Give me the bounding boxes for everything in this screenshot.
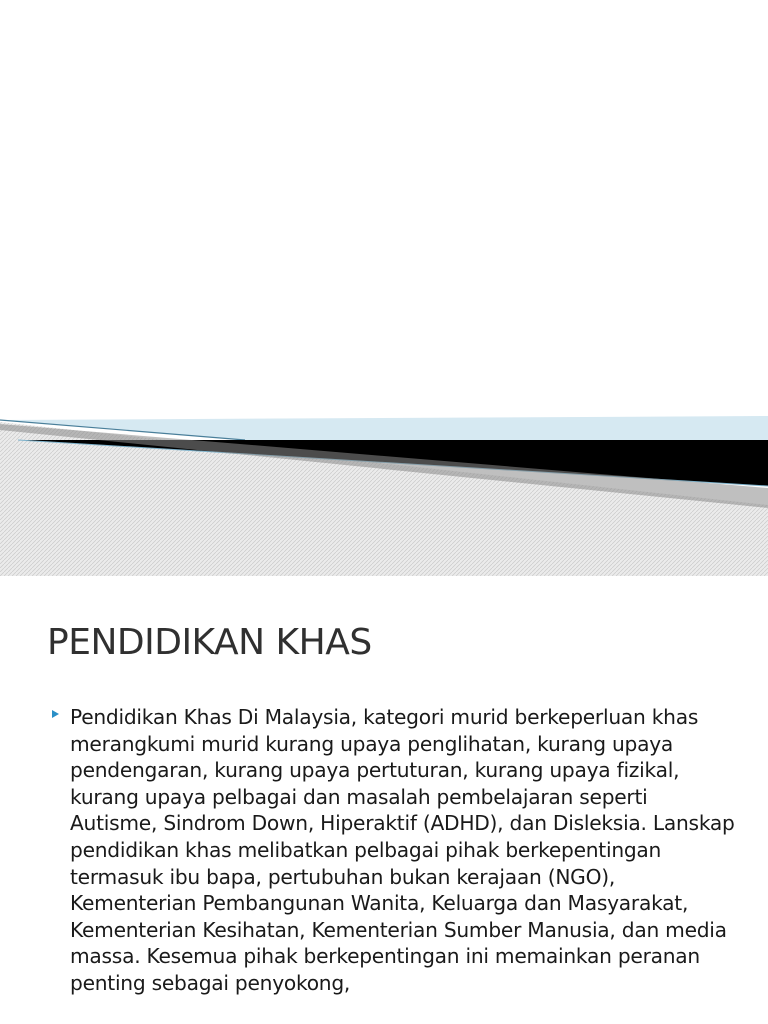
decorative-banner xyxy=(0,400,768,576)
slide-title: PENDIDIKAN KHAS xyxy=(47,622,372,663)
triangle-bullet-icon xyxy=(52,710,59,718)
bullet-text: Pendidikan Khas Di Malaysia, kategori murid berkeperluan khas merangkumi murid kurang upaya penglihatan, kurang upaya pendengaran, kurang upaya pertuturan, kurang upaya fizikal, kurang upaya pelbagai dan masalah pembelajaran seperti Autisme, Sindrom Down, Hiperaktif (ADHD), dan Disleksia. Lanskap pendidikan khas melibatkan pelbagai pihak berkepentingan termasuk ibu bapa, pertubuhan bukan kerajaan (NGO), Kementerian Pembangunan Wanita, Keluarga dan Masyarakat, Kementerian Kesihatan, Kementerian Sumber Manusia, dan media massa. Kesemua pihak berkepentingan ini memainkan peranan penting sebagai penyokong, xyxy=(70,705,735,995)
